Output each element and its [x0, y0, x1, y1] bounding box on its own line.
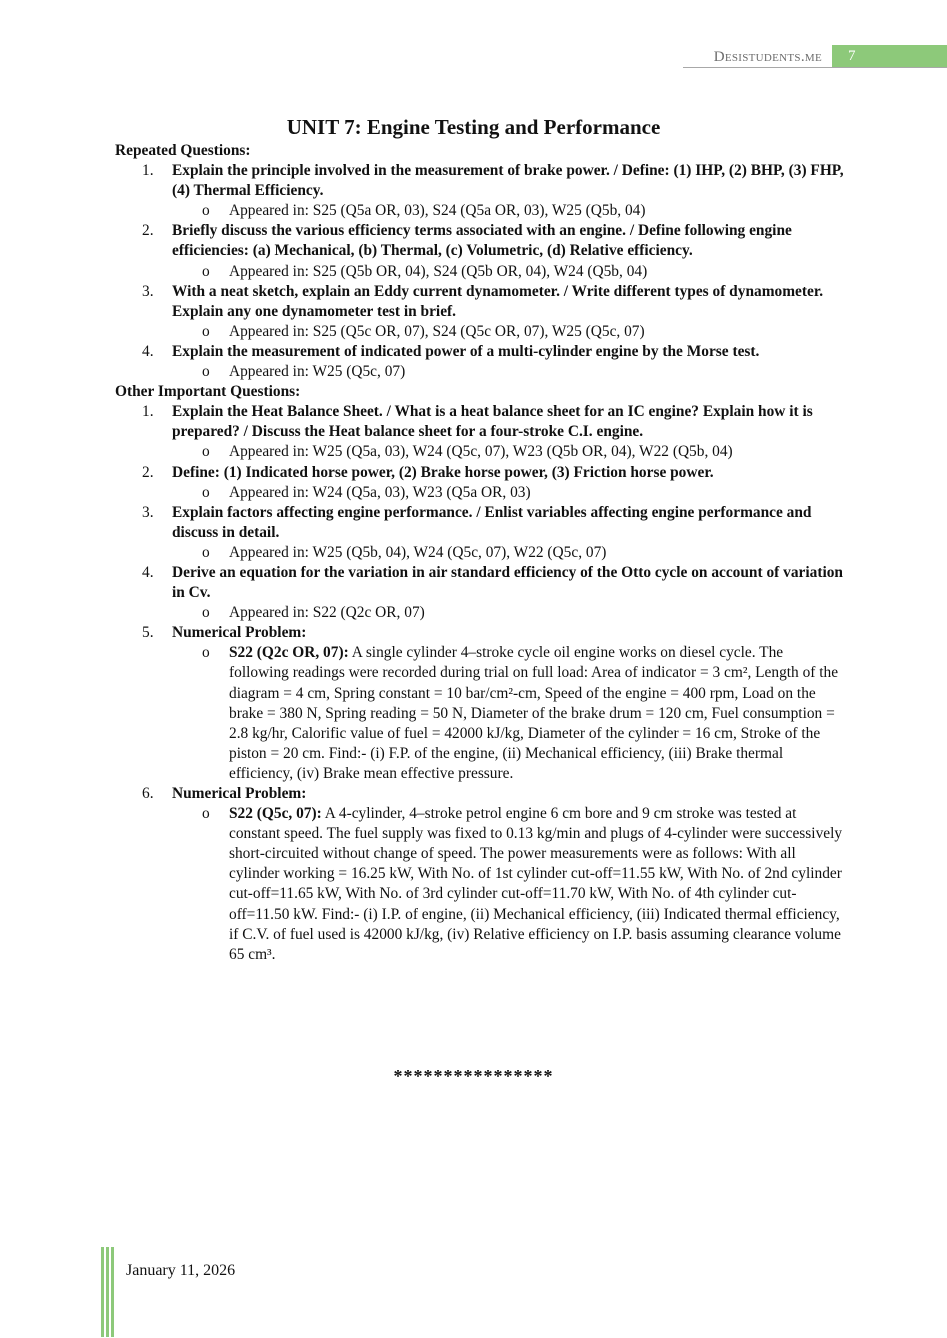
bullet-icon: o: [202, 202, 210, 220]
question-item: [115, 342, 845, 362]
appearance-detail: Appeared in: S22 (Q2c OR, 07): [229, 604, 425, 622]
appearance-text: [229, 322, 845, 342]
appearance-text: [229, 262, 845, 282]
appearance-text: [229, 442, 845, 462]
question-text: Explain factors affecting engine performance. / Enlist variables affecting engine performance and discuss in detail.: [172, 503, 812, 541]
question-number: [115, 402, 172, 442]
question-item: [115, 563, 845, 603]
question-item: [115, 623, 845, 643]
question-text: Numerical Problem:: [172, 624, 307, 642]
appearance-detail: Appeared in: S25 (Q5a OR, 03), S24 (Q5a OR, 03), W25 (Q5b, 04): [229, 202, 646, 220]
appearance-item: [115, 543, 845, 563]
question-number-label: 5.: [142, 624, 154, 642]
appearance-text: [229, 603, 845, 623]
question-item: [115, 402, 845, 442]
appearance-detail: Appeared in: W24 (Q5a, 03), W23 (Q5a OR, 03): [229, 483, 531, 501]
bullet-icon: o: [202, 805, 210, 823]
question-number-label: 1.: [142, 403, 154, 421]
question-number: [115, 563, 172, 603]
bullet-icon: o: [202, 604, 210, 622]
appearance-item: [115, 322, 845, 342]
question-text: Explain the principle involved in the measurement of brake power. / Define: (1) IHP, (2) BHP, (3) FHP, (4) Thermal Efficiency.: [172, 162, 844, 200]
question-item: [115, 503, 845, 543]
appearance-detail: Appeared in: W25 (Q5b, 04), W24 (Q5c, 07), W22 (Q5c, 07): [229, 543, 607, 561]
bullet-icon: o: [202, 363, 210, 381]
footer-bar: [106, 1247, 109, 1337]
appearance-detail: Appeared in: W25 (Q5c, 07): [229, 363, 406, 381]
header-brand: Desistudents.me: [713, 49, 822, 65]
footer-bar: [111, 1247, 114, 1337]
question-number: [115, 463, 172, 483]
appearance-text: [229, 804, 845, 965]
question-number-label: 4.: [142, 342, 154, 360]
page-number-badge: [832, 45, 947, 68]
question-number-label: 2.: [142, 222, 154, 240]
question-number: [115, 784, 172, 804]
question-number: [115, 342, 172, 362]
bullet-icon: o: [202, 543, 210, 561]
question-text: With a neat sketch, explain an Eddy current dynamometer. / Write different types of dynamometer. Explain any one dynamometer test in brief.: [172, 282, 824, 320]
appearance-item: [115, 362, 845, 382]
question-text: Define: (1) Indicated horse power, (2) Brake horse power, (3) Friction horse power.: [172, 463, 714, 481]
appearance-detail: Appeared in: S25 (Q5b OR, 04), S24 (Q5b OR, 04), W24 (Q5b, 04): [229, 262, 648, 280]
footer-decoration: [101, 1247, 115, 1337]
question-text: Explain the Heat Balance Sheet. / What is a heat balance sheet for an IC engine? Explain how it is prepared? / Discuss the Heat balance sheet for a four-stroke C.I. engine.: [172, 403, 813, 441]
appearance-text: [229, 201, 845, 221]
question-item: [115, 221, 845, 261]
problem-source: S22 (Q2c OR, 07):: [229, 644, 349, 662]
question-text: Derive an equation for the variation in air standard efficiency of the Otto cycle on account of variation in Cv.: [172, 563, 843, 602]
appearance-detail: A single cylinder 4–stroke cycle oil engine works on diesel cycle. The following readings were recorded during trial on full load: Area of indicator = 3 cm², Length of the diagram = 4 cm, Spring constant = 10 bar/cm²-cm, Speed of the engine = 400 rpm, Load on the brake = 380 N, Spring reading = 50 N, Diameter of the brake drum = 120 cm, Fuel consumption = 2.8 kg/hr, Calorific value of fuel = 42000 kJ/kg, Diameter of the cylinder = 16 cm, Stroke of the piston = 20 cm. Find:- (i) F.P. of the engine, (ii) Mechanical efficiency, (iii) Brake thermal efficiency, (iv) Brake mean effective pressure.: [229, 644, 839, 782]
appearance-item: [115, 201, 845, 221]
footer-date: January 11, 2026: [126, 1262, 236, 1279]
page-number: 7: [848, 48, 856, 64]
appearance-text: [229, 543, 845, 563]
question-number: [115, 282, 172, 322]
footer-bar: [101, 1247, 104, 1337]
question-item: [115, 282, 845, 322]
question-item: [115, 784, 845, 804]
bullet-icon: o: [202, 322, 210, 340]
appearance-text: [229, 643, 845, 784]
bullet-icon: o: [202, 644, 210, 662]
question-content: [115, 141, 845, 965]
problem-source: S22 (Q5c, 07):: [229, 805, 322, 823]
bullet-icon: o: [202, 443, 210, 461]
question-number: [115, 161, 172, 201]
question-text: Numerical Problem:: [172, 785, 307, 802]
appearance-text: [229, 483, 845, 503]
question-text: Briefly discuss the various efficiency terms associated with an engine. / Define following engine efficiencies: (a) Mechanical, (b) Thermal, (c) Volumetric, (d) Relative efficiency.: [172, 222, 792, 260]
question-number-label: 1.: [142, 162, 154, 180]
appearance-item: [115, 603, 845, 623]
section-heading: Other Important Questions:: [115, 383, 301, 401]
question-number-label: 4.: [142, 563, 154, 581]
question-text: Explain the measurement of indicated power of a multi-cylinder engine by the Morse test.: [172, 342, 760, 360]
bullet-icon: o: [202, 483, 210, 501]
question-number: [115, 221, 172, 261]
question-number-label: 3.: [142, 503, 154, 521]
appearance-detail: A 4-cylinder, 4–stroke petrol engine 6 cm bore and 9 cm stroke was tested at constant speed. The fuel supply was fixed to 0.13 kg/min and plugs of 4-cylinder were successively short-circuited without change of speed. The power measurements were as follows: With all cylinder working = 16.25 kW, With No. of 1st cylinder cut-off=11.55 kW, With No. of 2nd cylinder cut-off=11.65 kW, With No. of 3rd cylinder cut-off=11.70 kW, With No. of 4th cylinder cut-off=11.50 kW. Find:- (i) I.P. of engine, (ii) Mechanical efficiency, (iii) Indicated thermal efficiency, if C.V. of fuel used is 42000 kJ/kg, (iv) Relative efficiency on I.P. basis assuming clearance volume 65 cm³.: [229, 805, 843, 963]
question-number-label: 3.: [142, 282, 154, 300]
appearance-item: [115, 262, 845, 282]
appearance-item: [115, 483, 845, 503]
appearance-item: [115, 643, 845, 784]
page-title: UNIT 7: Engine Testing and Performance: [286, 115, 661, 139]
header-rule: [683, 67, 947, 68]
appearance-item: [115, 442, 845, 462]
appearance-detail: Appeared in: S25 (Q5c OR, 07), S24 (Q5c OR, 07), W25 (Q5c, 07): [229, 322, 645, 340]
question-number: [115, 503, 172, 543]
separator-stars: ****************: [393, 1066, 554, 1086]
bullet-icon: o: [202, 262, 210, 280]
question-item: [115, 161, 845, 201]
appearance-item: [115, 804, 845, 965]
question-number-label: 2.: [142, 463, 154, 481]
appearance-text: [229, 362, 845, 382]
section-heading: Repeated Questions:: [115, 142, 251, 159]
question-number: [115, 623, 172, 643]
question-number-label: 6.: [142, 785, 154, 802]
question-item: [115, 463, 845, 483]
appearance-detail: Appeared in: W25 (Q5a, 03), W24 (Q5c, 07), W23 (Q5b OR, 04), W22 (Q5b, 04): [229, 443, 733, 461]
